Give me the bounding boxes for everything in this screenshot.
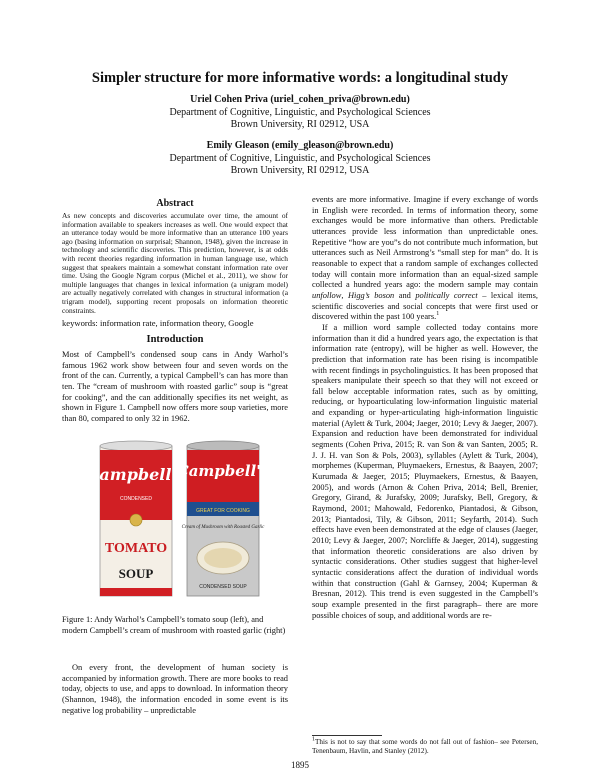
author-block-1 xyxy=(0,94,600,132)
figure-soup-cans xyxy=(95,440,265,600)
author-institution: Brown University, RI 02912, USA xyxy=(230,165,370,176)
footnote: $^1$This is not to say that some words do not fall out of fashion– see Petersen, Tenenbaum, Havlin, and Stanley (2012). xyxy=(312,736,538,755)
figure-caption: Figure 1: Andy Warhol’s Campbell’s tomato soup (left), and modern Campbell’s cream of mushroom with roasted garlic (right) xyxy=(62,615,286,635)
emphasis-higgs-boson: Higg’s boson xyxy=(347,290,395,300)
can-variety-left: TOMATO xyxy=(104,541,168,556)
footnote-marker: 1 xyxy=(436,311,440,318)
can-kind-left: SOUP xyxy=(118,566,154,581)
can-kind-right: CONDENSED SOUP xyxy=(199,584,247,590)
page-number: 1895 xyxy=(291,760,309,770)
author-department: Department of Cognitive, Linguistic, and Psychological Sciences xyxy=(169,152,431,164)
emphasis-politically-correct: politically correct xyxy=(415,290,478,300)
intro-paragraph-2: On every front, the development of human society is accompanied by information growth. There are more books to read today, objects to use, and apps to download. In information theory (Shannon, 1948), the information encoded in some event is its negative log probability – unpredictable xyxy=(62,663,288,715)
paper-title: Simpler structure for more informative words: a longitudinal study xyxy=(91,70,509,86)
abstract-heading: Abstract xyxy=(156,198,194,209)
introduction-heading: Introduction xyxy=(146,334,204,345)
emphasis-unfollow: unfollow xyxy=(312,290,342,300)
author-block-2 xyxy=(0,140,600,178)
can-brand-left: Campbell's xyxy=(95,465,186,484)
tomato-soup-can xyxy=(95,441,185,596)
author-name: Uriel Cohen Priva (uriel_cohen_priva@brown.edu) xyxy=(190,94,410,105)
can-variety-right: Cream of Mushroom with Roasted Garlic xyxy=(181,525,265,530)
keywords: keywords: information rate, information theory, Google xyxy=(62,318,254,328)
soup-cans-illustration xyxy=(95,440,265,600)
author-name: Emily Gleason (emily_gleason@brown.edu) xyxy=(206,140,394,151)
can-brand-right: Campbell's xyxy=(176,462,265,480)
intro-column xyxy=(62,350,288,425)
right-paragraph-2: If a million word sample collected today contains more information than it did a hundred years ago, the expectation is that information rate (entropy), will be higher as well. However, the prediction that information rate has been rising is incompatible with recent findings in psycholinguistics. It has been proposed that speakers manipulate their speech so that they will not exceed or fall below acceptable information rates, such as by omitting, reducing, or hypoarticulating low-information linguistic material and expanding or hyper-articulating high-information linguistic material (Aylett & Turk, 2004; Jaeger, 2010; Levy & Jaeger, 2007). Expansion and reduction have been demonstrated for individual segments (Cohen Priva, 2015; R. van Son & van Santen, 2005; R. J. J. H. van Son & Pols, 2003), syllables (Aylett & Turk, 2004), morphemes (Kuperman, Pluymaekers, Ernestus, & Baayen, 2007; Kurumada & Jaeger, 2015; Pluymaekers, Ernestus, & Baayen, 2005), and words (Arnon & Cohen Priva, 2014; Bell, Brenier, Gregory, Girand, & Jurafsky, 2009; Jurafsky, Bell, Gregory, & Raymond, 2001; Mahowald, Fedorenko, Piantadosi, & Gibson, 2013; Piantadosi, Tily, & Gibson, 2011; Seyfarth, 2014). Such effects have even been demonstrated at the edge of clauses (Jaeger, 2010; Levy & Jaeger, 2007; Norcliffe & Jaeger, 2014), suggesting that information theoretic considerations are also driven by syntactic considerations. Other studies suggest that higher-level syntactic considerations affect the duration of individual words within that construction (Gahl & Garnsey, 2004; Kuperman & Bresnan, 2012). This trend is even suggested in the Campbell’s soup example presented in the first paragraph– there are more possible choices of soup, and additional words are re- xyxy=(312,322,538,620)
footnote-rule xyxy=(312,735,382,736)
intro-column-continued xyxy=(62,663,288,716)
right-paragraph-1: events are more informative. Imagine if every exchange of words in English were recorded. In terms of information theory, some exchanges would be more informative than others. Predictable utterances provide less information than unpredictable ones. Repetitive “how are you”s do not contribute much information, but utterances such as Neil Armstrong’s “small step for man” do. It is reasonable to expect that a random sample of exchanges collected today will contain more information than an equal-sized sample collected a hundred years ago: the modern sample may contain unfollow, Higg’s boson and politically correct – lexical items, scientific discoveries and social concepts that were first used or discovered within the past 100 years.$^1$ xyxy=(312,195,539,322)
author-institution: Brown University, RI 02912, USA xyxy=(230,119,370,130)
can-line1-right: GREAT FOR COOKING xyxy=(196,508,250,514)
intro-paragraph-1: Most of Campbell’s condensed soup cans in Andy Warhol’s famous 1962 work show between four and seven words on the front of the can. Currently, a typical Campbell’s can has more than ten. The “cream of mushroom with roasted garlic” soup is “great for cooking”, and the can additionally specifies its net weight, as shown in Figure 1. Campbell now offers more soup varieties, more than 80, compared to only 32 in 1962. xyxy=(62,350,288,423)
author-department: Department of Cognitive, Linguistic, and Psychological Sciences xyxy=(169,106,431,118)
can-line1-left: CONDENSED xyxy=(120,496,152,502)
right-column xyxy=(312,195,538,621)
mushroom-soup-can xyxy=(177,441,265,596)
abstract-text: As new concepts and discoveries accumulate over time, the amount of information available to speakers increases as well. One would expect that an utterance today would be more informative than an utterance 100 years ago (basing information on surprisal; Shannon, 1948), given the increase in technology and scientific discoveries. This prediction, however, is at odds with recent theories regarding information in human language use, which suggest that speakers maintain a somewhat constant information rate over time. Using the Google Ngram corpus (Michel et al., 2011), we show for multiple languages that changes in lexical information (a unigram model) are actually negatively correlated with changes in structural information (a trigram model), supporting recent proposals on information theoretic constraints. xyxy=(62,211,288,315)
